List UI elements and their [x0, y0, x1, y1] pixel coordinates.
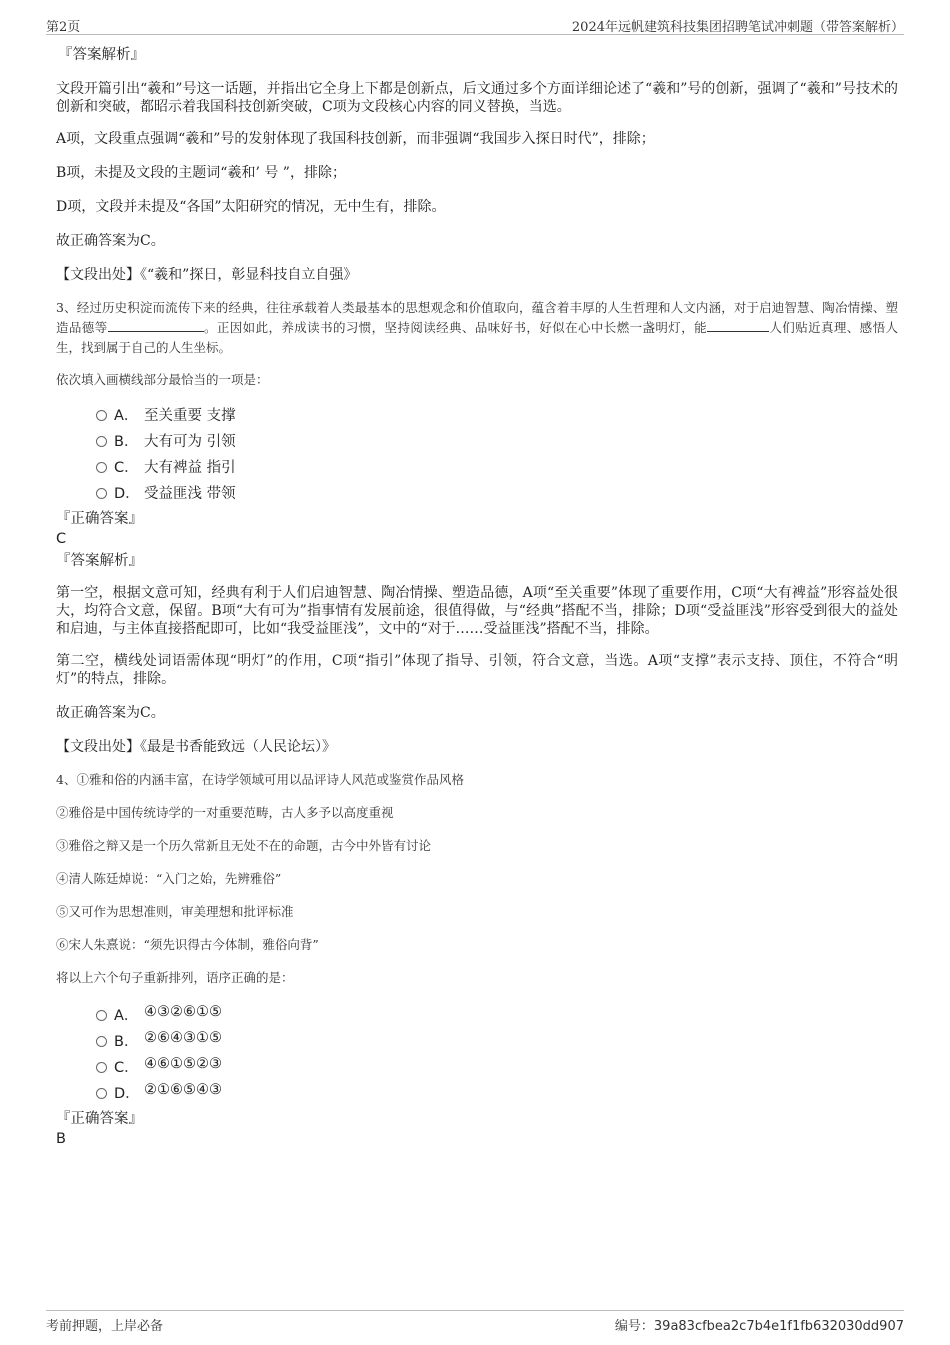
option-text: 大有可为 引领 [144, 434, 236, 450]
q4-sentence-3: ③雅俗之辩又是一个历久常新且无处不在的命题，古今中外皆有讨论 [56, 838, 432, 853]
q3-blank-1 [108, 319, 204, 332]
q3-option-d[interactable] [96, 480, 898, 506]
q3-analysis-para-1: 第一空，根据文意可知，经典有利于人们启迪智慧、陶冶情操、塑造品德，A项“至关重要”体现了重要作用，C项“大有裨益”形容益处很大，均符合文意，保留。B项“大有可为”指事情有发展前途，很值得做，与“经典”搭配不当，排除；D项“受益匪浅”形容受到很大的益处和启迪，与主体直接搭配即可，比如“我受益匪浅”，文中的“对于……受益匪浅”搭配不当，排除。 [56, 585, 898, 637]
q2-analysis-title: 『答案解析』 [58, 47, 145, 63]
q3-blank-2 [707, 319, 769, 332]
option-text: ②①⑥⑤④③ [144, 1082, 222, 1098]
q3-analysis-title: 『答案解析』 [56, 553, 143, 569]
radio-button[interactable] [96, 1036, 107, 1047]
radio-button[interactable] [96, 410, 107, 421]
q3-option-a[interactable] [96, 402, 898, 428]
option-label: B． [114, 1034, 139, 1050]
option-label: C． [114, 460, 139, 476]
q3-stem-part-1: 3、经过历史积淀而流传下来的经典，往往承载着人类最基本的思想观念和价值取向，蕴含着丰厚的人生哲理和人文内涵，对于启迪智慧、陶冶情操、塑造品德等 [56, 300, 898, 335]
q4-option-b[interactable] [96, 1028, 898, 1054]
q2-source: 【文段出处】《“羲和”探日，彰显科技自立自强》 [56, 267, 358, 283]
q3-option-c[interactable] [96, 454, 898, 480]
q2-analysis-option-b: B项，未提及文段的主题词“羲和’ 号 ”，排除； [56, 165, 346, 181]
q3-conclusion: 故正确答案为C。 [56, 705, 165, 721]
option-label: B． [114, 434, 139, 450]
radio-button[interactable] [96, 1062, 107, 1073]
radio-button[interactable] [96, 1088, 107, 1099]
option-text: ④③②⑥①⑤ [144, 1004, 222, 1020]
q2-conclusion: 故正确答案为C。 [56, 233, 165, 249]
q3-options [56, 402, 898, 506]
q4-sentence-6: ⑥宋人朱熹说：“须先识得古今体制，雅俗向背” [56, 937, 319, 952]
radio-button[interactable] [96, 436, 107, 447]
q4-sentence-5: ⑤又可作为思想准则，审美理想和批评标准 [56, 904, 294, 919]
q3-stem-part-3: 人们贴近真理、感悟人生，找到属于自己的人生坐标。 [56, 320, 898, 355]
option-label: C． [114, 1060, 139, 1076]
q3-analysis-para-2: 第二空，横线处词语需体现“明灯”的作用，C项“指引”体现了指导、引领，符合文意，当选。A项“支撑”表示支持、顶住，不符合“明灯”的特点，排除。 [56, 653, 898, 687]
option-label: D． [114, 1086, 140, 1102]
q2-analysis-option-a: A项，文段重点强调“羲和”号的发射体现了我国科技创新，而非强调“我国步入探日时代”，排除； [56, 131, 655, 147]
option-label: A． [114, 1008, 139, 1024]
q4-sentence-2: ②雅俗是中国传统诗学的一对重要范畴，古人多予以高度重视 [56, 805, 394, 820]
q4-answer-title: 『正确答案』 [56, 1111, 143, 1127]
option-text: ②⑥④③①⑤ [144, 1030, 222, 1046]
option-label: A． [114, 408, 139, 424]
q4-options [56, 1002, 898, 1106]
page-header [46, 14, 904, 35]
page-footer [46, 1310, 904, 1333]
q4-prompt: 将以上六个句子重新排列，语序正确的是： [56, 970, 294, 985]
q3-answer: C [56, 531, 67, 547]
option-label: D． [114, 486, 140, 502]
q3-prompt: 依次填入画横线部分最恰当的一项是： [56, 372, 269, 387]
radio-button[interactable] [96, 462, 107, 473]
q4-option-a[interactable] [96, 1002, 898, 1028]
page-content [56, 44, 898, 1148]
radio-button[interactable] [96, 488, 107, 499]
footer-code [615, 1315, 904, 1334]
q3-stem [56, 298, 898, 358]
footer-slogan: 考前押题，上岸必备 [46, 1319, 164, 1334]
q4-option-c[interactable] [96, 1054, 898, 1080]
q3-source: 【文段出处】《最是书香能致远（人民论坛）》 [56, 739, 336, 755]
q3-answer-title: 『正确答案』 [56, 511, 143, 527]
option-text: 大有裨益 指引 [144, 460, 236, 476]
option-text: 受益匪浅 带领 [144, 486, 236, 502]
page-number: 第2页 [46, 20, 81, 35]
q2-analysis-para: 文段开篇引出“羲和”号这一话题，并指出它全身上下都是创新点，后文通过多个方面详细论述了“羲和”号的创新，强调了“羲和”号技术的创新和突破，都昭示着我国科技创新突破，C项为文段核心内容的同义替换，当选。 [56, 81, 898, 115]
option-text: 至关重要 支撑 [144, 408, 236, 424]
q4-option-d[interactable] [96, 1080, 898, 1106]
q3-stem-part-2: 。正因如此，养成读书的习惯，坚持阅读经典、品味好书，好似在心中长燃一盏明灯，能 [203, 320, 707, 335]
option-text: ④⑥①⑤②③ [144, 1056, 222, 1072]
footer-code-label: 编号： [614, 1319, 654, 1334]
footer-code-value: 39a83cfbea2c7b4e1f1fb632030dd907 [653, 1319, 904, 1334]
radio-button[interactable] [96, 1010, 107, 1021]
q4-sentence-1: 4、①雅和俗的内涵丰富，在诗学领域可用以品评诗人风范或鉴赏作品风格 [56, 772, 464, 787]
document-title: 2024年远帆建筑科技集团招聘笔试冲刺题（带答案解析） [571, 20, 904, 35]
q2-analysis-option-d: D项，文段并未提及“各国”太阳研究的情况，无中生有，排除。 [56, 199, 446, 215]
q4-sentence-4: ④清人陈廷焯说：“入门之始，先辨雅俗” [56, 871, 282, 886]
q4-answer: B [56, 1131, 66, 1147]
q3-option-b[interactable] [96, 428, 898, 454]
